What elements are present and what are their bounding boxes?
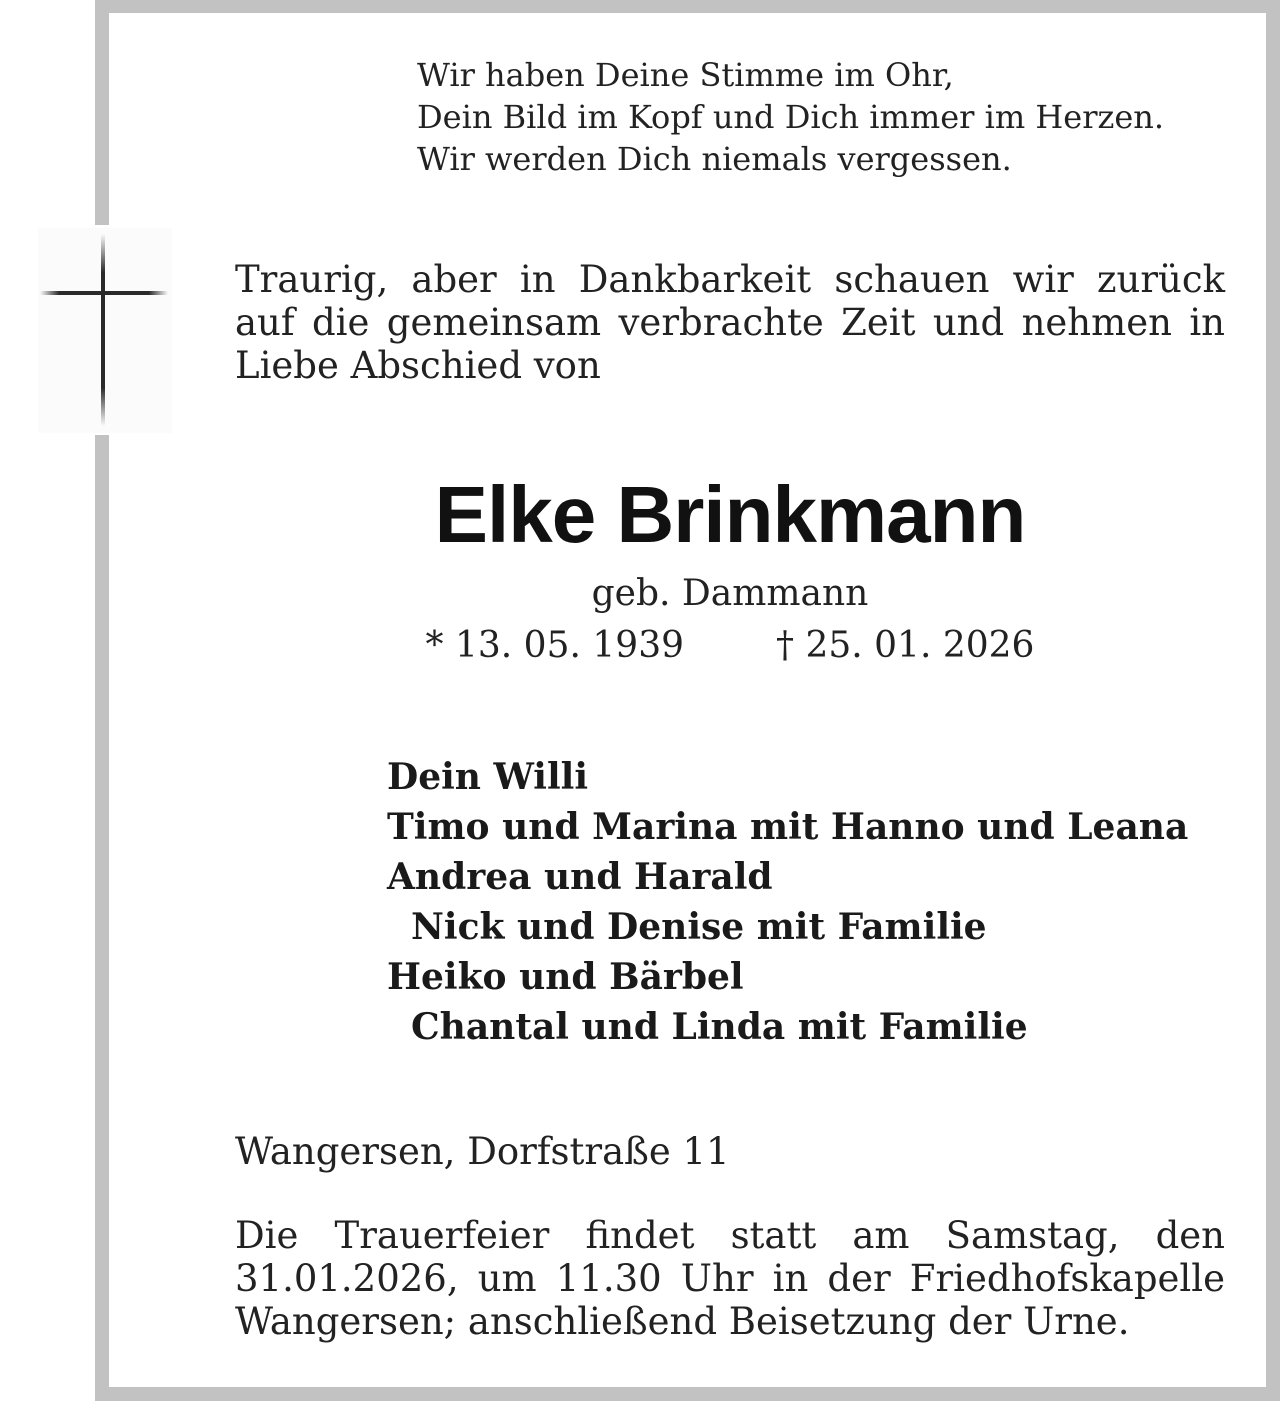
life-dates <box>235 624 1225 668</box>
cross-icon <box>38 228 172 433</box>
family-member: Heiko und Bärbel <box>387 956 744 998</box>
frame-border-right <box>1266 0 1280 1401</box>
cross-horizontal-bar <box>40 291 168 295</box>
family-member: Nick und Denise mit Familie <box>411 906 987 948</box>
family-member: Andrea und Harald <box>387 856 773 898</box>
frame-border-left-lower <box>95 435 109 1401</box>
deceased-name: Elke Brinkmann <box>434 470 1026 559</box>
frame-border-left-upper <box>95 0 109 225</box>
family-member: Timo und Marina mit Hanno und Leana <box>387 806 1189 848</box>
family-member: Chantal und Linda mit Familie <box>411 1006 1028 1048</box>
cross-vertical-bar <box>101 234 105 426</box>
death-date: † 25. 01. 2026 <box>776 625 1035 666</box>
address: Wangersen, Dorfstraße 11 <box>235 1130 730 1173</box>
family-list <box>387 752 1247 1052</box>
frame-border-top <box>95 0 1280 13</box>
poem-line: Wir werden Dich niemals vergessen. <box>417 140 1012 178</box>
birth-name: geb. Dammann <box>591 573 869 614</box>
intro-text: Traurig, aber in Dankbarkeit schauen wir zurück auf die gemeinsam verbrachte Zeit und nehmen in Liebe Abschied von <box>235 258 1225 387</box>
frame-border-bottom <box>95 1387 1280 1401</box>
poem <box>417 54 1247 180</box>
poem-line: Dein Bild im Kopf und Dich immer im Herzen. <box>417 98 1165 136</box>
ceremony-info: Die Trauerfeier findet statt am Samstag, den 31.01.2026, um 11.30 Uhr in der Friedhofskapelle Wangersen; anschließend Beisetzung der Urne. <box>235 1214 1225 1343</box>
poem-line: Wir haben Deine Stimme im Ohr, <box>417 56 954 94</box>
family-member: Dein Willi <box>387 756 589 798</box>
birth-date: * 13. 05. 1939 <box>425 625 684 666</box>
